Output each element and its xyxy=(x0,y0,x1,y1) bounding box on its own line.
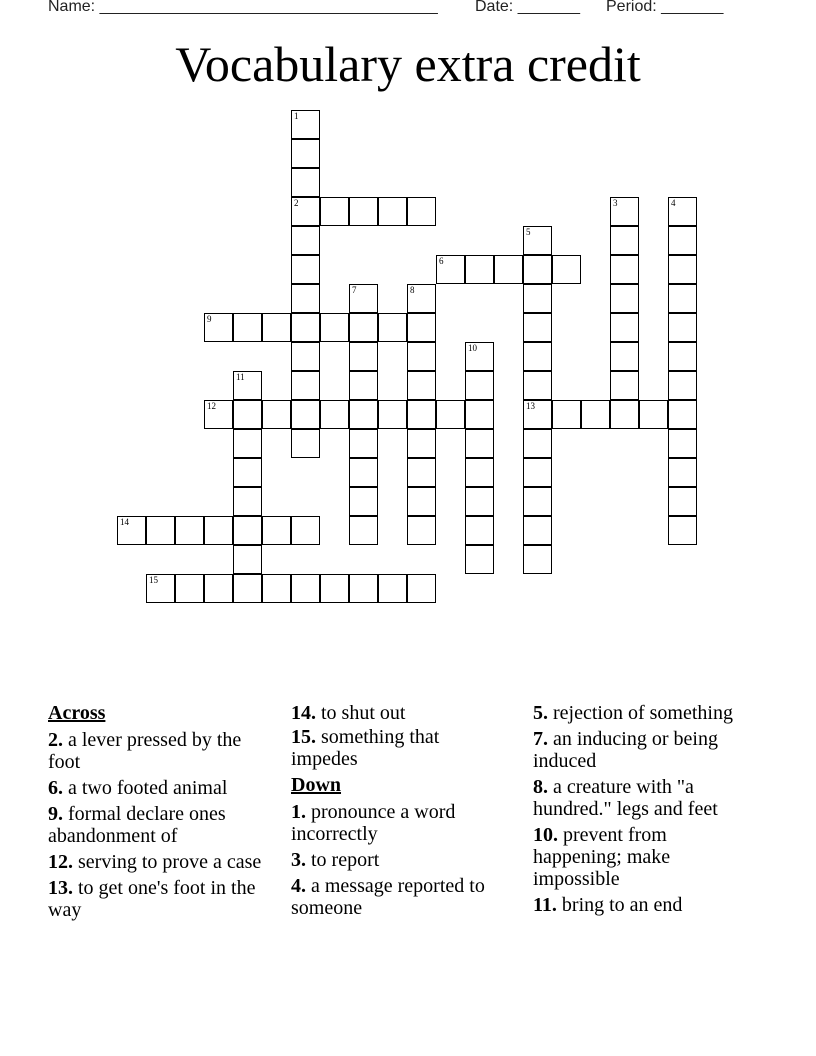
crossword-cell[interactable] xyxy=(610,400,639,429)
clue-number: 11 xyxy=(236,372,245,382)
crossword-cell[interactable] xyxy=(668,197,697,226)
down-heading: Down xyxy=(291,774,342,796)
crossword-cell[interactable] xyxy=(465,371,494,400)
crossword-cell[interactable] xyxy=(610,371,639,400)
crossword-cell[interactable] xyxy=(494,255,523,284)
crossword-cell[interactable] xyxy=(291,342,320,371)
crossword-cell[interactable] xyxy=(668,255,697,284)
crossword-cell[interactable] xyxy=(465,545,494,574)
crossword-cell[interactable] xyxy=(378,313,407,342)
clue-down-4: 4. a message reported to someone xyxy=(291,875,485,919)
crossword-cell[interactable] xyxy=(523,545,552,574)
crossword-cell[interactable] xyxy=(668,429,697,458)
crossword-cell[interactable] xyxy=(552,255,581,284)
clue-across-9: 9. formal declare ones abandonment of xyxy=(48,803,226,847)
clue-across-15: 15. something that impedes xyxy=(291,726,440,770)
clue-down-8: 8. a creature with "a hundred." legs and feet xyxy=(533,776,718,820)
crossword-cell[interactable] xyxy=(668,458,697,487)
crossword-cell[interactable] xyxy=(291,226,320,255)
crossword-cell[interactable] xyxy=(610,255,639,284)
crossword-cell[interactable] xyxy=(233,313,262,342)
crossword-cell[interactable] xyxy=(349,429,378,458)
clue-across-12: 12. serving to prove a case xyxy=(48,851,262,873)
crossword-cell[interactable] xyxy=(146,574,175,603)
crossword-cell[interactable] xyxy=(175,516,204,545)
crossword-cell[interactable] xyxy=(610,284,639,313)
crossword-cell[interactable] xyxy=(523,487,552,516)
crossword-cell[interactable] xyxy=(407,458,436,487)
crossword-cell[interactable] xyxy=(668,371,697,400)
clue-across-6: 6. a two footed animal xyxy=(48,777,228,799)
crossword-cell[interactable] xyxy=(349,313,378,342)
crossword-cell[interactable] xyxy=(291,429,320,458)
crossword-cell[interactable] xyxy=(291,197,320,226)
crossword-cell[interactable] xyxy=(349,284,378,313)
clue-number: 5 xyxy=(526,227,531,237)
crossword-cell[interactable] xyxy=(668,226,697,255)
clue-number: 1 xyxy=(294,111,299,121)
crossword-cell[interactable] xyxy=(639,400,668,429)
crossword-cell[interactable] xyxy=(523,458,552,487)
crossword-cell[interactable] xyxy=(349,516,378,545)
crossword-cell[interactable] xyxy=(523,371,552,400)
clue-number: 6 xyxy=(439,256,444,266)
crossword-cell[interactable] xyxy=(523,400,552,429)
crossword-cell[interactable] xyxy=(523,284,552,313)
crossword-cell[interactable] xyxy=(262,516,291,545)
clue-number: 4 xyxy=(671,198,676,208)
clue-number: 13 xyxy=(526,401,535,411)
clue-number: 7 xyxy=(352,285,357,295)
crossword-cell[interactable] xyxy=(668,342,697,371)
clue-down-11: 11. bring to an end xyxy=(533,894,683,916)
crossword-cell[interactable] xyxy=(523,313,552,342)
crossword-cell[interactable] xyxy=(610,197,639,226)
crossword-cell[interactable] xyxy=(465,342,494,371)
clues-column-3 xyxy=(533,702,758,920)
crossword-cell[interactable] xyxy=(291,255,320,284)
crossword-cell[interactable] xyxy=(378,197,407,226)
crossword-cell[interactable] xyxy=(233,458,262,487)
clue-number: 15 xyxy=(149,575,158,585)
crossword-cell[interactable] xyxy=(407,429,436,458)
crossword-cell[interactable] xyxy=(668,487,697,516)
crossword-cell[interactable] xyxy=(349,197,378,226)
crossword-cell[interactable] xyxy=(233,487,262,516)
crossword-cell[interactable] xyxy=(523,516,552,545)
crossword-cell[interactable] xyxy=(233,574,262,603)
crossword-cell[interactable] xyxy=(349,458,378,487)
crossword-cell[interactable] xyxy=(175,574,204,603)
crossword-cell[interactable] xyxy=(523,429,552,458)
crossword-cell[interactable] xyxy=(668,400,697,429)
crossword-cell[interactable] xyxy=(610,226,639,255)
crossword-cell[interactable] xyxy=(349,574,378,603)
crossword-cell[interactable] xyxy=(146,516,175,545)
clue-number: 2 xyxy=(294,198,299,208)
crossword-cell[interactable] xyxy=(610,313,639,342)
crossword-cell[interactable] xyxy=(610,342,639,371)
crossword-cell[interactable] xyxy=(204,400,233,429)
clue-down-7: 7. an inducing or being induced xyxy=(533,728,718,772)
clue-number: 12 xyxy=(207,401,216,411)
crossword-cell[interactable] xyxy=(117,516,146,545)
crossword-cell[interactable] xyxy=(465,516,494,545)
crossword-cell[interactable] xyxy=(407,371,436,400)
crossword-cell[interactable] xyxy=(465,429,494,458)
crossword-cell[interactable] xyxy=(581,400,610,429)
crossword-cell[interactable] xyxy=(262,400,291,429)
crossword-cell[interactable] xyxy=(407,574,436,603)
crossword-cell[interactable] xyxy=(436,255,465,284)
crossword-cell[interactable] xyxy=(668,516,697,545)
crossword-cell[interactable] xyxy=(291,313,320,342)
across-heading: Across xyxy=(48,702,106,724)
crossword-cell[interactable] xyxy=(668,313,697,342)
crossword-cell[interactable] xyxy=(407,516,436,545)
crossword-cell[interactable] xyxy=(320,197,349,226)
crossword-cell[interactable] xyxy=(407,487,436,516)
crossword-cell[interactable] xyxy=(291,574,320,603)
clues-column-1 xyxy=(48,702,273,925)
crossword-cell[interactable] xyxy=(291,110,320,139)
clue-down-5: 5. rejection of something xyxy=(533,702,733,724)
crossword-cell[interactable] xyxy=(465,400,494,429)
crossword-cell[interactable] xyxy=(378,574,407,603)
crossword-cell[interactable] xyxy=(291,400,320,429)
crossword-cell[interactable] xyxy=(378,400,407,429)
crossword-cell[interactable] xyxy=(233,400,262,429)
period-field[interactable]: Period: _______ xyxy=(606,0,724,15)
crossword-cell[interactable] xyxy=(523,226,552,255)
clue-number: 14 xyxy=(120,517,129,527)
crossword-cell[interactable] xyxy=(465,255,494,284)
crossword-cell[interactable] xyxy=(320,313,349,342)
clue-number: 9 xyxy=(207,314,212,324)
crossword-cell[interactable] xyxy=(262,313,291,342)
crossword-cell[interactable] xyxy=(233,371,262,400)
crossword-cell[interactable] xyxy=(320,574,349,603)
clue-number: 10 xyxy=(468,343,477,353)
crossword-cell[interactable] xyxy=(436,400,465,429)
crossword-cell[interactable] xyxy=(407,400,436,429)
clue-across-2: 2. a lever pressed by the foot xyxy=(48,729,242,773)
clue-down-10: 10. prevent from happening; make impossible xyxy=(533,824,671,890)
crossword-cell[interactable] xyxy=(349,342,378,371)
crossword-cell[interactable] xyxy=(204,574,233,603)
name-field[interactable]: Name: ______________________________________ xyxy=(48,0,438,15)
crossword-cell[interactable] xyxy=(291,168,320,197)
crossword-cell[interactable] xyxy=(291,371,320,400)
date-field[interactable]: Date: _______ xyxy=(475,0,580,15)
crossword-cell[interactable] xyxy=(465,487,494,516)
crossword-cell[interactable] xyxy=(523,342,552,371)
crossword-cell[interactable] xyxy=(320,400,349,429)
clue-number: 8 xyxy=(410,285,415,295)
crossword-cell[interactable] xyxy=(523,255,552,284)
crossword-cell[interactable] xyxy=(349,487,378,516)
clue-number: 3 xyxy=(613,198,618,208)
crossword-cell[interactable] xyxy=(407,284,436,313)
crossword-cell[interactable] xyxy=(407,313,436,342)
crossword-cell[interactable] xyxy=(407,342,436,371)
crossword-cell[interactable] xyxy=(262,574,291,603)
page-title: Vocabulary extra credit xyxy=(175,36,641,92)
crossword-cell[interactable] xyxy=(407,197,436,226)
crossword-cell[interactable] xyxy=(204,313,233,342)
crossword-cell[interactable] xyxy=(233,429,262,458)
clue-down-3: 3. to report xyxy=(291,849,380,871)
clue-down-1: 1. pronounce a word incorrectly xyxy=(291,801,456,845)
crossword-cell[interactable] xyxy=(465,458,494,487)
crossword-cell[interactable] xyxy=(233,516,262,545)
crossword-cell[interactable] xyxy=(291,516,320,545)
crossword-cell[interactable] xyxy=(291,284,320,313)
clues-column-2 xyxy=(291,702,506,923)
crossword-cell[interactable] xyxy=(204,516,233,545)
clue-across-13: 13. to get one's foot in the way xyxy=(48,877,256,921)
crossword-cell[interactable] xyxy=(552,400,581,429)
crossword-cell[interactable] xyxy=(668,284,697,313)
crossword-cell[interactable] xyxy=(291,139,320,168)
crossword-cell[interactable] xyxy=(349,400,378,429)
clue-across-14: 14. to shut out xyxy=(291,702,406,724)
crossword-cell[interactable] xyxy=(233,545,262,574)
crossword-cell[interactable] xyxy=(349,371,378,400)
